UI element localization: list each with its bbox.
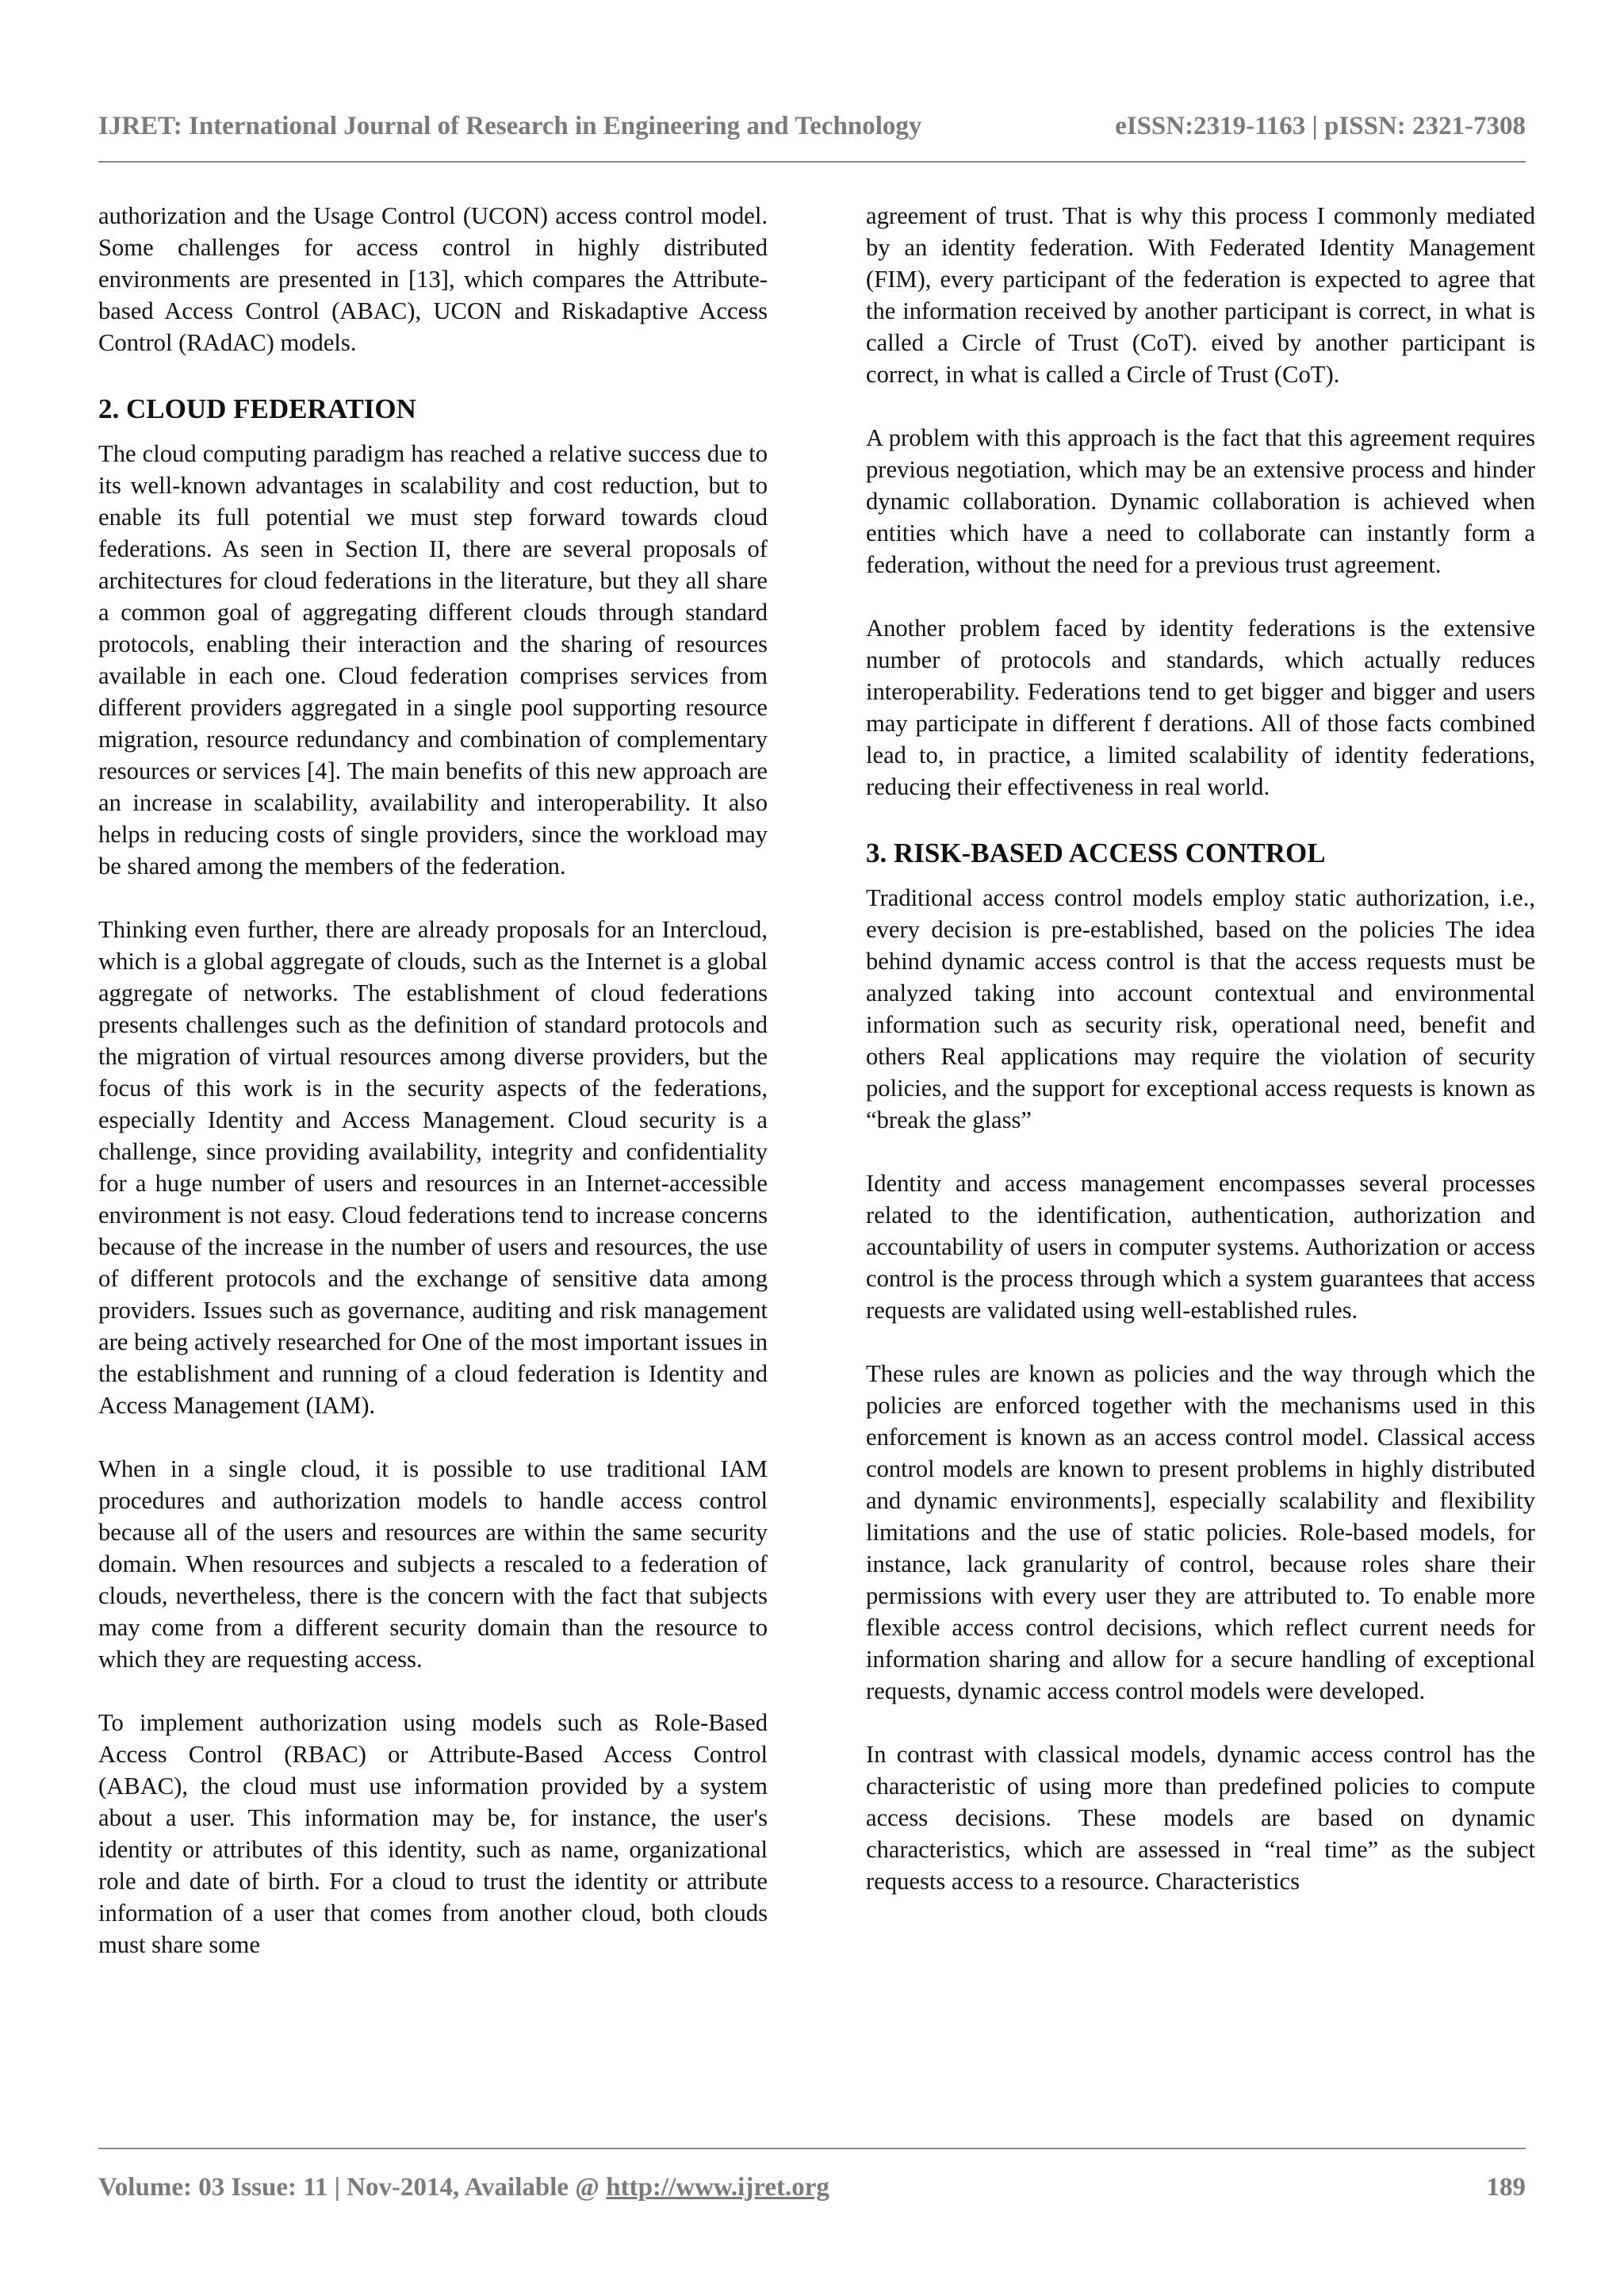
paragraph: A problem with this approach is the fact that this agreement requires previous negotiation, which may be an extensive process and hinder dynamic collaboration. Dynamic collaboration is achieved when entities which have a need to collaborate can instantly form a federation, without the need for a previous trust agreement. [866, 424, 1535, 578]
footer-divider [98, 2148, 1526, 2149]
paragraph: agreement of trust. That is why this process I commonly mediated by an identity federation. With Federated Identity Management (FIM), every participant of the federation is expected to agree that the information received by another participant is correct, in what is called a Circle of Trust (CoT). eived by another participant is correct, in what is called a Circle of Trust (CoT). [866, 202, 1535, 388]
journal-title: IJRET: International Journal of Research in Engineering and Technology [98, 112, 922, 140]
left-column [98, 200, 768, 1992]
paragraph: When in a single cloud, it is possible to use traditional IAM procedures and authorization models to handle access control because all of the users and resources are within the same security domain. When resources and subjects a rescaled to a federation of clouds, nevertheless, there is the concern with the fact that subjects may come from a different security domain than the resource to which they are requesting access. [98, 1455, 768, 1673]
paragraph: To implement authorization using models such as Role-Based Access Control (RBAC) or Attribute-Based Access Control (ABAC), the cloud must use information provided by a system about a user. This information may be, for instance, the user's identity or attributes of this identity, such as name, organizational role and date of birth. For a cloud to trust the identity or attribute information of a user that comes from another cloud, both clouds must share some [98, 1709, 768, 1958]
volume-text: Volume: 03 Issue: 11 | Nov-2014, Available @ [98, 2173, 607, 2202]
paragraph: Identity and access management encompasses several processes related to the identification, authentication, authorization and accountability of users in computer systems. Authorization or access control is the process through which a system guarantees that access requests are validated using well-established rules. [866, 1170, 1535, 1324]
section-heading-cloud-federation: 2. CLOUD FEDERATION [98, 393, 416, 424]
paragraph: Thinking even further, there are already proposals for an Intercloud, which is a global aggregate of clouds, such as the Internet is a global aggregate of networks. The establishment of cloud federations presents challenges such as the definition of standard protocols and the migration of virtual resources among diverse providers, but the focus of this work is in the security aspects of the federations, especially Identity and Access Management. Cloud security is a challenge, since providing availability, integrity and confidentiality for a huge number of users and resources in an Internet-accessible environment is not easy. Cloud federations tend to increase concerns because of the increase in the number of users and resources, the use of different protocols and the exchange of sensitive data among providers. Issues such as governance, auditing and risk management are being actively researched for One of the most important issues in the establishment and running of a cloud federation is Identity and Access Management (IAM). [98, 916, 768, 1419]
page-number: 189 [1486, 2173, 1526, 2202]
running-header [98, 94, 1526, 141]
paragraph: authorization and the Usage Control (UCON) access control model. Some challenges for access control in highly distributed environments are presented in [13], which compares the Attribute-based Access Control (ABAC), UCON and Riskadaptive Access Control (RAdAC) models. [98, 202, 768, 356]
paragraph: The cloud computing paradigm has reached a relative success due to its well-known advantages in scalability and cost reduction, but to enable its full potential we must step forward towards cloud federations. As seen in Section II, there are several proposals of architectures for cloud federations in the literature, but they all share a common goal of aggregating different clouds through standard protocols, enabling their interaction and the sharing of resources available in each one. Cloud federation comprises services from different providers aggregated in a single pool supporting resource migration, resource redundancy and combination of complementary resources or services [4]. The main benefits of this new approach are an increase in scalability, availability and interoperability. It also helps in reducing costs of single providers, since the workload may be shared among the members of the federation. [98, 440, 768, 880]
footer-volume-info [98, 2173, 829, 2202]
paragraph: In contrast with classical models, dynamic access control has the characteristic of using more than predefined policies to compute access decisions. These models are based on dynamic characteristics, which are assessed in “real time” as the subject requests access to a resource. Characteristics [866, 1741, 1535, 1895]
paragraph: Another problem faced by identity federations is the extensive number of protocols and standards, which actually reduces interoperability. Federations tend to get bigger and bigger and users may participate in different f derations. All of those facts combined lead to, in practice, a limited scalability of identity federations, reducing their effectiveness in real world. [866, 615, 1535, 800]
right-column [866, 200, 1535, 1929]
journal-link[interactable]: http://www.ijret.org [606, 2173, 829, 2202]
issn-info: eISSN:2319-1163 | pISSN: 2321-7308 [1115, 112, 1526, 140]
running-footer [98, 2173, 1526, 2202]
header-divider [98, 161, 1526, 163]
paragraph: These rules are known as policies and the way through which the policies are enforced together with the mechanisms used in this enforcement is known as an access control model. Classical access control models are known to present problems in highly distributed and dynamic environments], especially scalability and flexibility limitations and the use of static policies. Role-based models, for instance, lack granularity of control, because roles share their permissions with every user they are attributed to. To enable more flexible access control decisions, which reflect current needs for information sharing and allow for a secure handling of exceptional requests, dynamic access control models were developed. [866, 1360, 1535, 1704]
section-heading-risk-based-access-control: 3. RISK-BASED ACCESS CONTROL [866, 838, 1326, 868]
paragraph: Traditional access control models employ static authorization, i.e., every decision is pre-established, based on the policies The idea behind dynamic access control is that the access requests must be analyzed taking into account contextual and environmental information such as security risk, operational need, benefit and others Real applications may require the violation of security policies, and the support for exceptional access requests is known as “break the glass” [866, 884, 1535, 1133]
